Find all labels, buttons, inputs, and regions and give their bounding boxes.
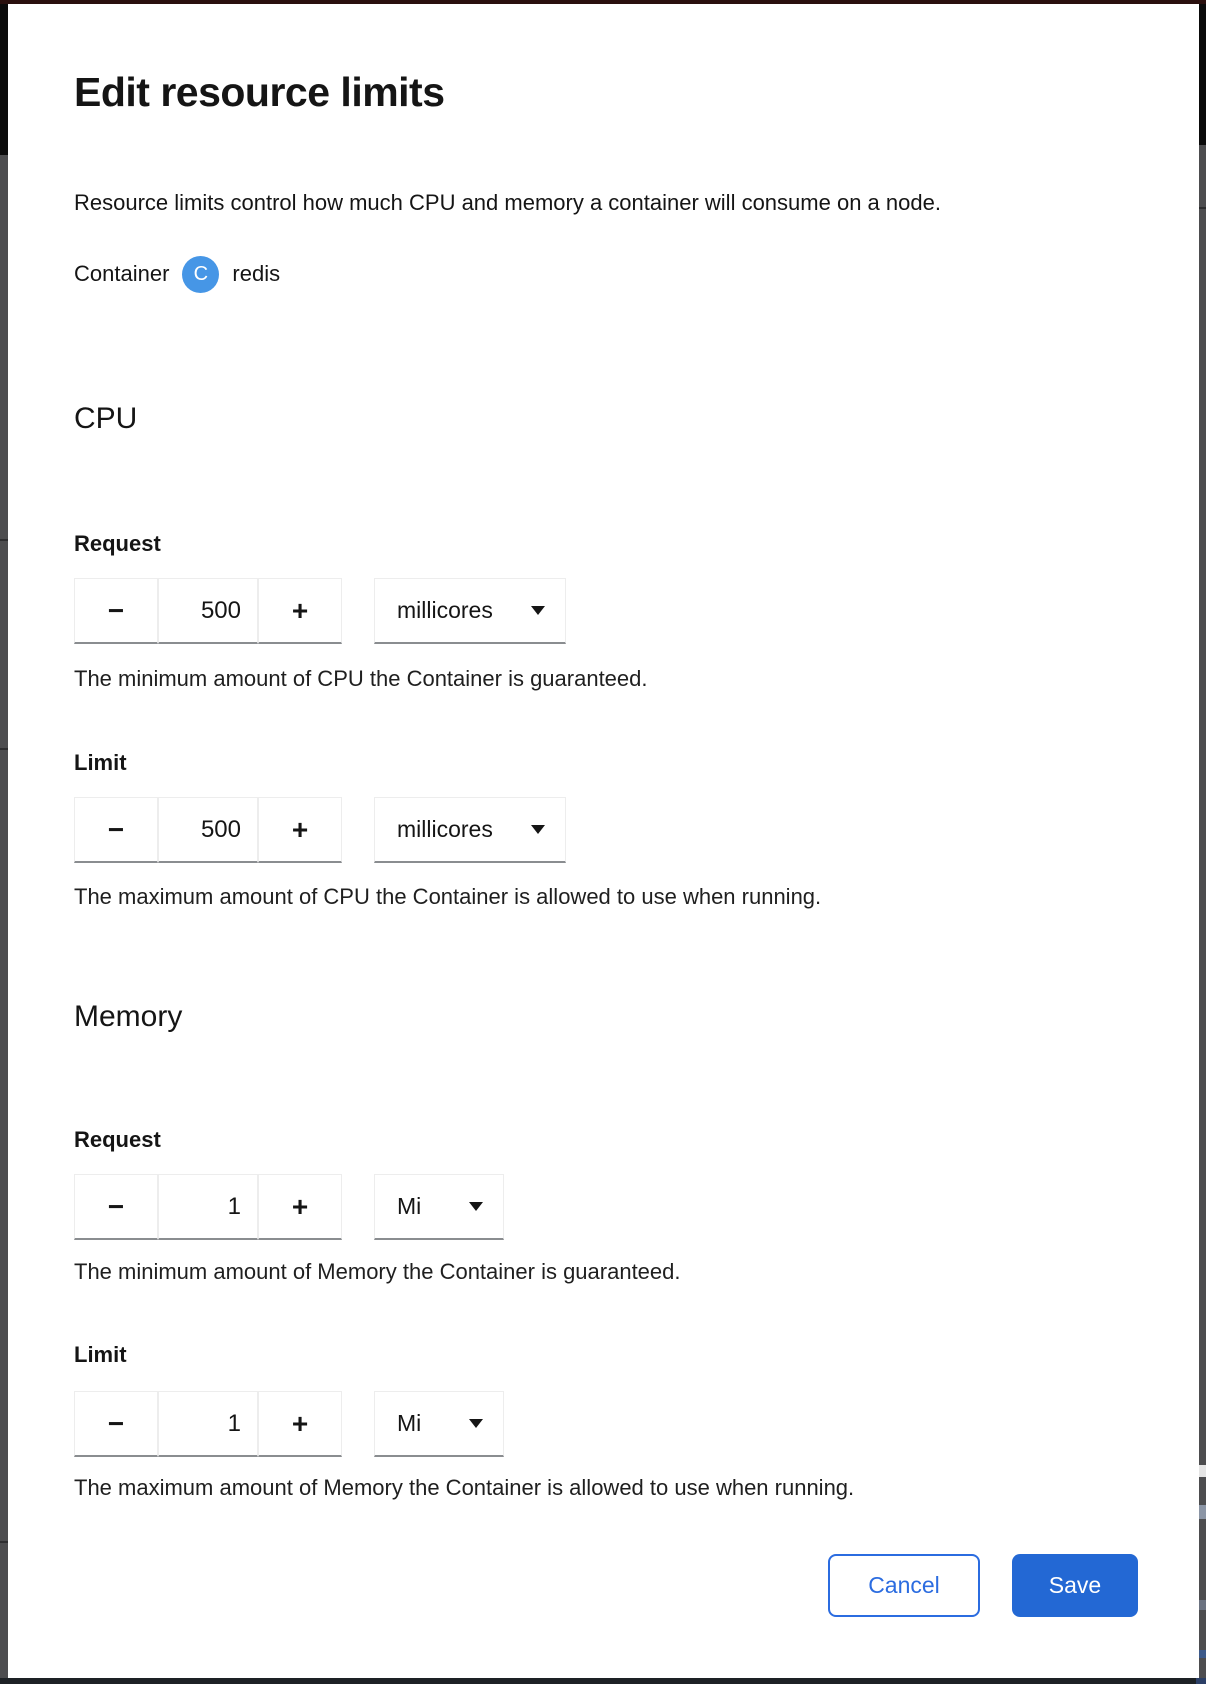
- number-stepper: [74, 1174, 342, 1240]
- increment-button[interactable]: +: [258, 1174, 342, 1240]
- unit-label: Mi: [397, 1410, 422, 1436]
- container-badge-icon: C: [182, 256, 219, 293]
- page-backdrop-right: [1199, 0, 1206, 1684]
- caret-down-icon: [469, 1419, 483, 1428]
- backdrop-masthead-left: [0, 0, 8, 155]
- edit-resource-limits-modal: [8, 4, 1199, 1678]
- increment-button[interactable]: +: [258, 1391, 342, 1457]
- save-button[interactable]: Save: [1012, 1554, 1138, 1617]
- backdrop-glint: [1199, 1650, 1206, 1658]
- memory-limit-field: [74, 1342, 1138, 1502]
- field-help-text: The minimum amount of Memory the Container is guaranteed.: [74, 1259, 681, 1284]
- page-edge-top: [0, 0, 1206, 4]
- memory-request-field: [74, 1127, 1138, 1286]
- modal-description: Resource limits control how much CPU and memory a container will consume on a node.: [74, 190, 941, 215]
- field-help-text: The minimum amount of CPU the Container is guaranteed.: [74, 666, 648, 691]
- number-stepper: [74, 797, 342, 863]
- decrement-button[interactable]: −: [74, 578, 158, 644]
- control-row: [74, 1174, 1138, 1240]
- unit-select[interactable]: [374, 1391, 504, 1457]
- backdrop-glint: [1199, 1600, 1206, 1610]
- backdrop-divider: [0, 1541, 8, 1543]
- unit-label: millicores: [397, 816, 493, 842]
- field-label: Limit: [74, 750, 127, 775]
- decrement-button[interactable]: −: [74, 1391, 158, 1457]
- cpu-request-field: [74, 531, 1138, 693]
- value-input[interactable]: [158, 797, 258, 863]
- container-row: [74, 255, 1138, 293]
- unit-select[interactable]: [374, 797, 566, 863]
- field-label: Request: [74, 1127, 161, 1152]
- backdrop-divider: [0, 539, 8, 541]
- decrement-button[interactable]: −: [74, 1174, 158, 1240]
- section-heading-cpu: CPU: [74, 402, 138, 435]
- caret-down-icon: [531, 606, 545, 615]
- increment-button[interactable]: +: [258, 797, 342, 863]
- unit-select[interactable]: [374, 578, 566, 644]
- field-help-text: The maximum amount of Memory the Container is allowed to use when running.: [74, 1475, 855, 1500]
- number-stepper: [74, 578, 342, 644]
- value-input[interactable]: [158, 578, 258, 644]
- control-row: [74, 578, 1138, 644]
- unit-label: millicores: [397, 597, 493, 623]
- unit-select[interactable]: [374, 1174, 504, 1240]
- modal-title: Edit resource limits: [74, 69, 445, 115]
- backdrop-divider: [1199, 207, 1206, 209]
- backdrop-masthead-right: [1199, 0, 1206, 145]
- control-row: [74, 1391, 1138, 1457]
- backdrop-glint: [1199, 1505, 1206, 1519]
- caret-down-icon: [469, 1202, 483, 1211]
- field-help-text: The maximum amount of CPU the Container is allowed to use when running.: [74, 884, 822, 909]
- caret-down-icon: [531, 825, 545, 834]
- backdrop-divider: [0, 748, 8, 750]
- field-label: Request: [74, 531, 161, 556]
- section-heading-memory: Memory: [74, 1000, 183, 1033]
- page-edge-bottom: [0, 1678, 1206, 1684]
- value-input[interactable]: [158, 1174, 258, 1240]
- unit-label: Mi: [397, 1193, 422, 1219]
- increment-button[interactable]: +: [258, 578, 342, 644]
- page-backdrop-left: [0, 0, 8, 1684]
- container-label: Container: [74, 261, 170, 286]
- modal-footer: [74, 1554, 1138, 1617]
- cancel-button[interactable]: Cancel: [828, 1554, 980, 1617]
- decrement-button[interactable]: −: [74, 797, 158, 863]
- number-stepper: [74, 1391, 342, 1457]
- value-input[interactable]: [158, 1391, 258, 1457]
- field-label: Limit: [74, 1342, 127, 1367]
- cpu-limit-field: [74, 750, 1138, 911]
- backdrop-glint: [1199, 1465, 1206, 1477]
- backdrop-corner: [1196, 1678, 1206, 1684]
- container-name: redis: [232, 261, 281, 286]
- control-row: [74, 797, 1138, 863]
